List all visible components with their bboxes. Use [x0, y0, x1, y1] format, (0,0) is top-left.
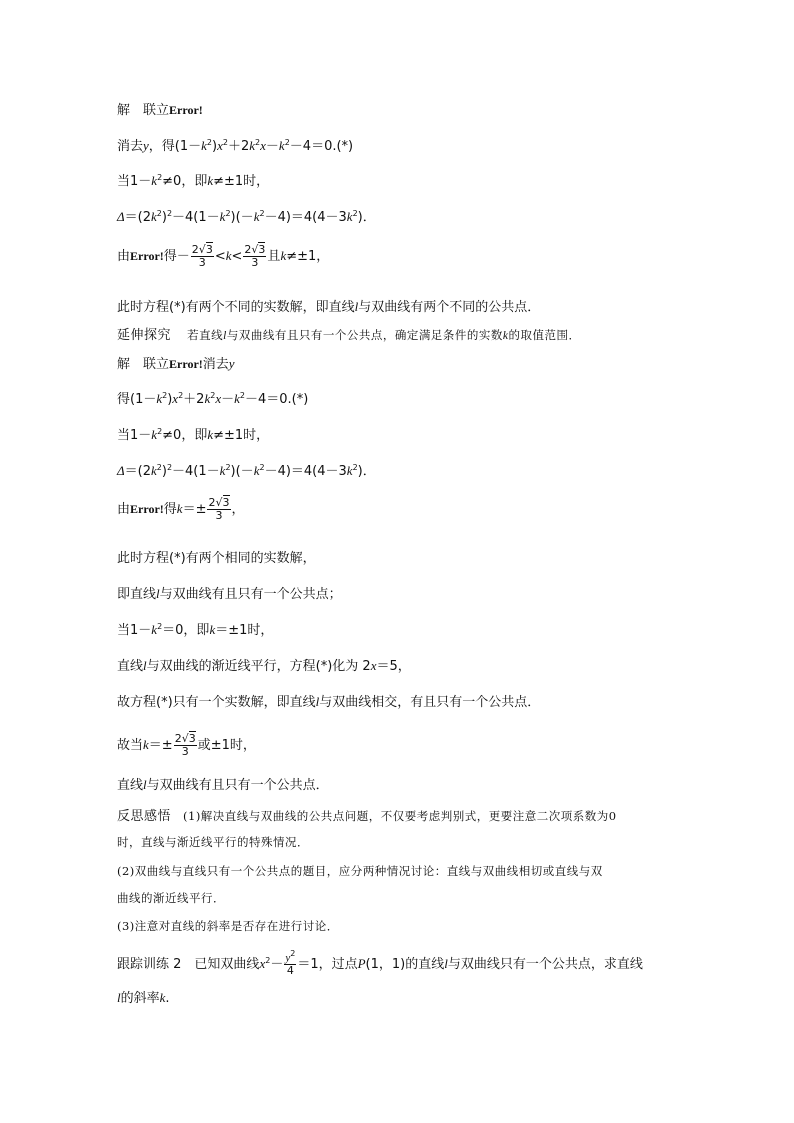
text-span: －4)＝4(4－3 — [264, 210, 347, 225]
text-span: x — [259, 956, 266, 971]
text-span: k — [204, 391, 211, 406]
text-span: Error! — [130, 502, 164, 516]
text-span: l — [156, 586, 160, 601]
text-span: Error! — [169, 357, 203, 371]
intersect-line — [117, 693, 540, 712]
eliminate-y-line — [117, 137, 353, 156]
text-span: ) — [161, 464, 167, 479]
text-span: 2 — [178, 391, 184, 400]
text-span: ) — [161, 210, 167, 225]
text-span: 2 — [225, 463, 231, 472]
text-span: －4＝0.(*) — [245, 392, 309, 407]
reflection-2 — [117, 862, 603, 880]
text-span: 2 — [225, 209, 231, 218]
text-span: x — [172, 391, 179, 406]
text-span: 与双曲线相交，有且只有一个公共点． — [319, 695, 541, 710]
text-span: k — [151, 427, 158, 442]
condition-zero-line — [117, 621, 273, 640]
text-span: 得 — [163, 502, 177, 517]
text-span: )(－ — [230, 210, 254, 225]
text-span: ≠±1， — [286, 249, 330, 264]
text-span: － — [221, 392, 235, 407]
practice-problem-2 — [117, 989, 170, 1008]
text-span: ) — [167, 392, 173, 407]
text-span: 2 — [222, 138, 228, 147]
text-span: ，得(1－ — [148, 139, 202, 154]
text-span: ， — [231, 502, 245, 517]
text-span: y — [143, 138, 149, 153]
text-span: 2 — [162, 391, 168, 400]
text-span: 曲线的渐近线平行． — [117, 891, 225, 905]
text-span: 与双曲线有两个不同的公共点． — [358, 300, 541, 315]
text-span: 与双曲线只有一个公共点，求直线 — [447, 957, 643, 972]
text-span: ≠±1时， — [213, 174, 270, 189]
text-span: k — [234, 391, 240, 406]
text-span: (2)双曲线与直线只有一个公共点的题目，应分两种情况讨论：直线与双曲线相切或直线与双 — [117, 864, 603, 878]
text-span: －4(1－ — [172, 210, 220, 225]
text-span: x — [215, 391, 222, 406]
extension-inquiry — [117, 326, 580, 345]
text-span: 2 — [191, 243, 199, 256]
text-span: －4(1－ — [172, 464, 220, 479]
text-span: . — [165, 991, 170, 1006]
text-span: k — [176, 501, 183, 516]
final-line — [117, 776, 329, 795]
text-span: k — [219, 209, 226, 224]
text-span: 此时方程(*)有两个相同的实数解， — [117, 551, 316, 566]
text-span: ＝1，过点 — [297, 957, 358, 972]
text-span: x — [370, 658, 377, 673]
text-span: 或±1时， — [197, 738, 256, 753]
one-point-line — [117, 585, 342, 604]
text-span: 2 — [166, 463, 173, 472]
text-span: √ — [181, 732, 189, 745]
k-value-line — [117, 497, 245, 522]
text-span: x — [217, 138, 223, 153]
text-span: 2 — [206, 138, 213, 147]
text-span: l — [223, 330, 227, 342]
text-span: －4)＝4(4－3 — [264, 464, 347, 479]
text-span: ≠±1时， — [213, 428, 270, 443]
text-span: 由 — [117, 502, 131, 517]
text-span: 由 — [117, 249, 131, 264]
text-span: 3 — [188, 732, 196, 745]
text-span: 4 — [286, 964, 294, 977]
text-span: ＝(2 — [124, 210, 151, 225]
equation-line-2 — [117, 390, 308, 409]
text-span: l — [315, 694, 320, 709]
text-span: 当1－ — [117, 623, 152, 638]
text-span: )(－ — [230, 464, 254, 479]
text-span: k — [207, 427, 214, 442]
text-span: k — [219, 463, 226, 478]
text-span: ＝± — [182, 502, 207, 517]
text-span: 直线 — [117, 778, 144, 793]
text-span: ＋2 — [227, 139, 250, 154]
text-span: k — [151, 622, 158, 637]
condition-line — [117, 172, 269, 191]
range-line — [117, 244, 329, 269]
solution-line-1 — [117, 101, 203, 120]
text-span: 2 — [208, 496, 216, 509]
text-span: 2 — [166, 209, 173, 218]
text-span: 3 — [251, 256, 259, 269]
text-span: Δ — [117, 463, 125, 478]
text-span: l — [143, 777, 147, 792]
practice-heading: 跟踪训练 2 — [117, 957, 182, 972]
text-span: 2 — [352, 463, 358, 472]
text-span: k — [502, 330, 509, 342]
text-span: 与双曲线有且只有一个公共点． — [146, 778, 329, 793]
text-span: 消去 — [202, 357, 229, 372]
solution-line-2 — [117, 355, 235, 374]
text-span: k — [280, 248, 287, 263]
text-span: 与双曲线的渐近线平行，方程(*)化为 2 — [146, 659, 371, 674]
text-span: 2 — [174, 732, 182, 745]
text-span: )． — [357, 210, 376, 225]
text-span: 2 — [210, 391, 216, 400]
text-span: (1)解决直线与双曲线的公共点问题，不仅要考虑判别式，更要注意二次项系数为0 — [183, 809, 617, 823]
text-span: < — [231, 249, 243, 264]
text-span: 且 — [267, 249, 281, 264]
extension-heading: 延伸探究 — [117, 328, 172, 343]
condition-line-2 — [117, 426, 269, 445]
text-span: k — [207, 173, 214, 188]
text-span: 直线 — [117, 659, 144, 674]
text-span: 故方程(*)只有一个实数解，即直线 — [117, 695, 316, 710]
text-span: 得－ — [163, 249, 190, 264]
text-span: l — [143, 658, 147, 673]
fraction — [174, 733, 197, 758]
text-span: 2 — [352, 209, 358, 218]
text-span: k — [278, 138, 285, 153]
text-span: k — [346, 463, 353, 478]
text-span: < — [214, 249, 226, 264]
text-span: ＝±1时， — [215, 623, 274, 638]
text-span: 2 — [284, 138, 290, 147]
practice-problem — [117, 949, 643, 977]
text-span: ) — [212, 139, 218, 154]
text-span: 3 — [222, 496, 230, 509]
text-span: 3 — [258, 243, 266, 256]
discriminant-line — [117, 208, 376, 227]
text-span: 消去 — [117, 139, 144, 154]
text-span: k — [150, 209, 157, 224]
text-span: Δ — [117, 209, 125, 224]
text-span: ＝± — [148, 738, 173, 753]
text-span: l — [117, 990, 121, 1005]
text-span: (1，1)的直线 — [365, 957, 445, 972]
fraction — [284, 949, 296, 977]
reflection-2b — [117, 889, 225, 907]
text-span: 与双曲线有且只有一个公共点； — [159, 587, 342, 602]
text-span: y — [285, 952, 291, 964]
text-span: 得(1－ — [117, 392, 157, 407]
error-placeholder: Error! — [169, 103, 203, 117]
text-span: k — [253, 209, 260, 224]
text-span: 2 — [157, 173, 163, 182]
text-span: k — [156, 391, 163, 406]
text-span: 的取值范围． — [508, 328, 581, 342]
text-span: k — [253, 463, 260, 478]
text-span: 当1－ — [117, 174, 152, 189]
text-span: 若直线 — [187, 328, 224, 342]
text-span: － — [265, 139, 279, 154]
text-span: (3)注意对直线的斜率是否存在进行讨论． — [117, 919, 339, 933]
reflection-1b — [117, 833, 309, 851]
text-span: ＝0，即 — [162, 623, 210, 638]
text-span: k — [225, 248, 232, 263]
text-span: k — [151, 173, 158, 188]
text-span: P — [357, 956, 366, 971]
text-span: 2 — [255, 138, 261, 147]
text-span: l — [354, 299, 359, 314]
text-span: 2 — [239, 391, 245, 400]
text-span: ＝5， — [376, 659, 411, 674]
text-span: k — [209, 622, 216, 637]
same-solutions-line — [117, 550, 316, 568]
text-span: k — [346, 209, 353, 224]
text-span: 故当 — [117, 738, 144, 753]
text-span: √ — [215, 496, 223, 509]
two-solutions-line — [117, 298, 540, 317]
text-span: 时，直线与渐近线平行的特殊情况． — [117, 835, 309, 849]
text-span: －4＝0.(*) — [289, 139, 354, 154]
text-span: ＝(2 — [124, 464, 151, 479]
reflection-heading: 反思感悟 — [117, 809, 172, 824]
text-span: 2 — [290, 949, 296, 958]
text-span: 2 — [265, 956, 271, 965]
text-span: 即直线 — [117, 587, 157, 602]
text-span: ≠0，即 — [162, 174, 208, 189]
text-span: 2 — [157, 427, 163, 436]
text-span: )． — [357, 464, 376, 479]
conclusion-line — [117, 733, 256, 758]
text-span: 当1－ — [117, 428, 152, 443]
text-span: 3 — [215, 509, 223, 522]
text-span: 3 — [181, 745, 189, 758]
text-span: 2 — [259, 209, 265, 218]
text-span: Error! — [130, 249, 164, 263]
reflection-1 — [117, 807, 617, 826]
text-span: k — [143, 737, 149, 752]
text-span: 已知双曲线 — [194, 957, 260, 972]
text-fragment: － — [270, 957, 284, 972]
text-span: k — [201, 138, 207, 153]
text-span: 2 — [244, 243, 252, 256]
text-span: 解 联立 — [117, 357, 170, 372]
text-span: √ — [251, 243, 259, 256]
text-span: 3 — [205, 243, 213, 256]
text-span: 此时方程(*)有两个不同的实数解，即直线 — [117, 300, 355, 315]
text-span: k — [249, 138, 256, 153]
text-span: x — [260, 138, 266, 153]
text-span: 3 — [198, 256, 206, 269]
fraction — [207, 497, 230, 522]
discriminant-line-2 — [117, 462, 376, 481]
fraction — [243, 244, 266, 269]
fraction — [191, 244, 214, 269]
text-span: ≠0，即 — [162, 428, 208, 443]
text-span: 解 联立 — [117, 103, 170, 118]
text-span: ＋2 — [183, 392, 205, 407]
text-span: 2 — [259, 463, 265, 472]
text-span: 2 — [156, 463, 162, 472]
reflection-3 — [117, 917, 339, 935]
text-span: k — [159, 990, 166, 1005]
asymptote-line — [117, 657, 411, 676]
text-span: 2 — [156, 209, 162, 218]
text-span: √ — [198, 243, 206, 256]
text-span: 与双曲线有且只有一个公共点，确定满足条件的实数 — [226, 328, 503, 342]
text-span: k — [150, 463, 157, 478]
text-span: y — [228, 356, 235, 371]
text-span: 2 — [157, 622, 163, 631]
text-span: l — [444, 956, 448, 971]
text-span: 的斜率 — [120, 991, 160, 1006]
